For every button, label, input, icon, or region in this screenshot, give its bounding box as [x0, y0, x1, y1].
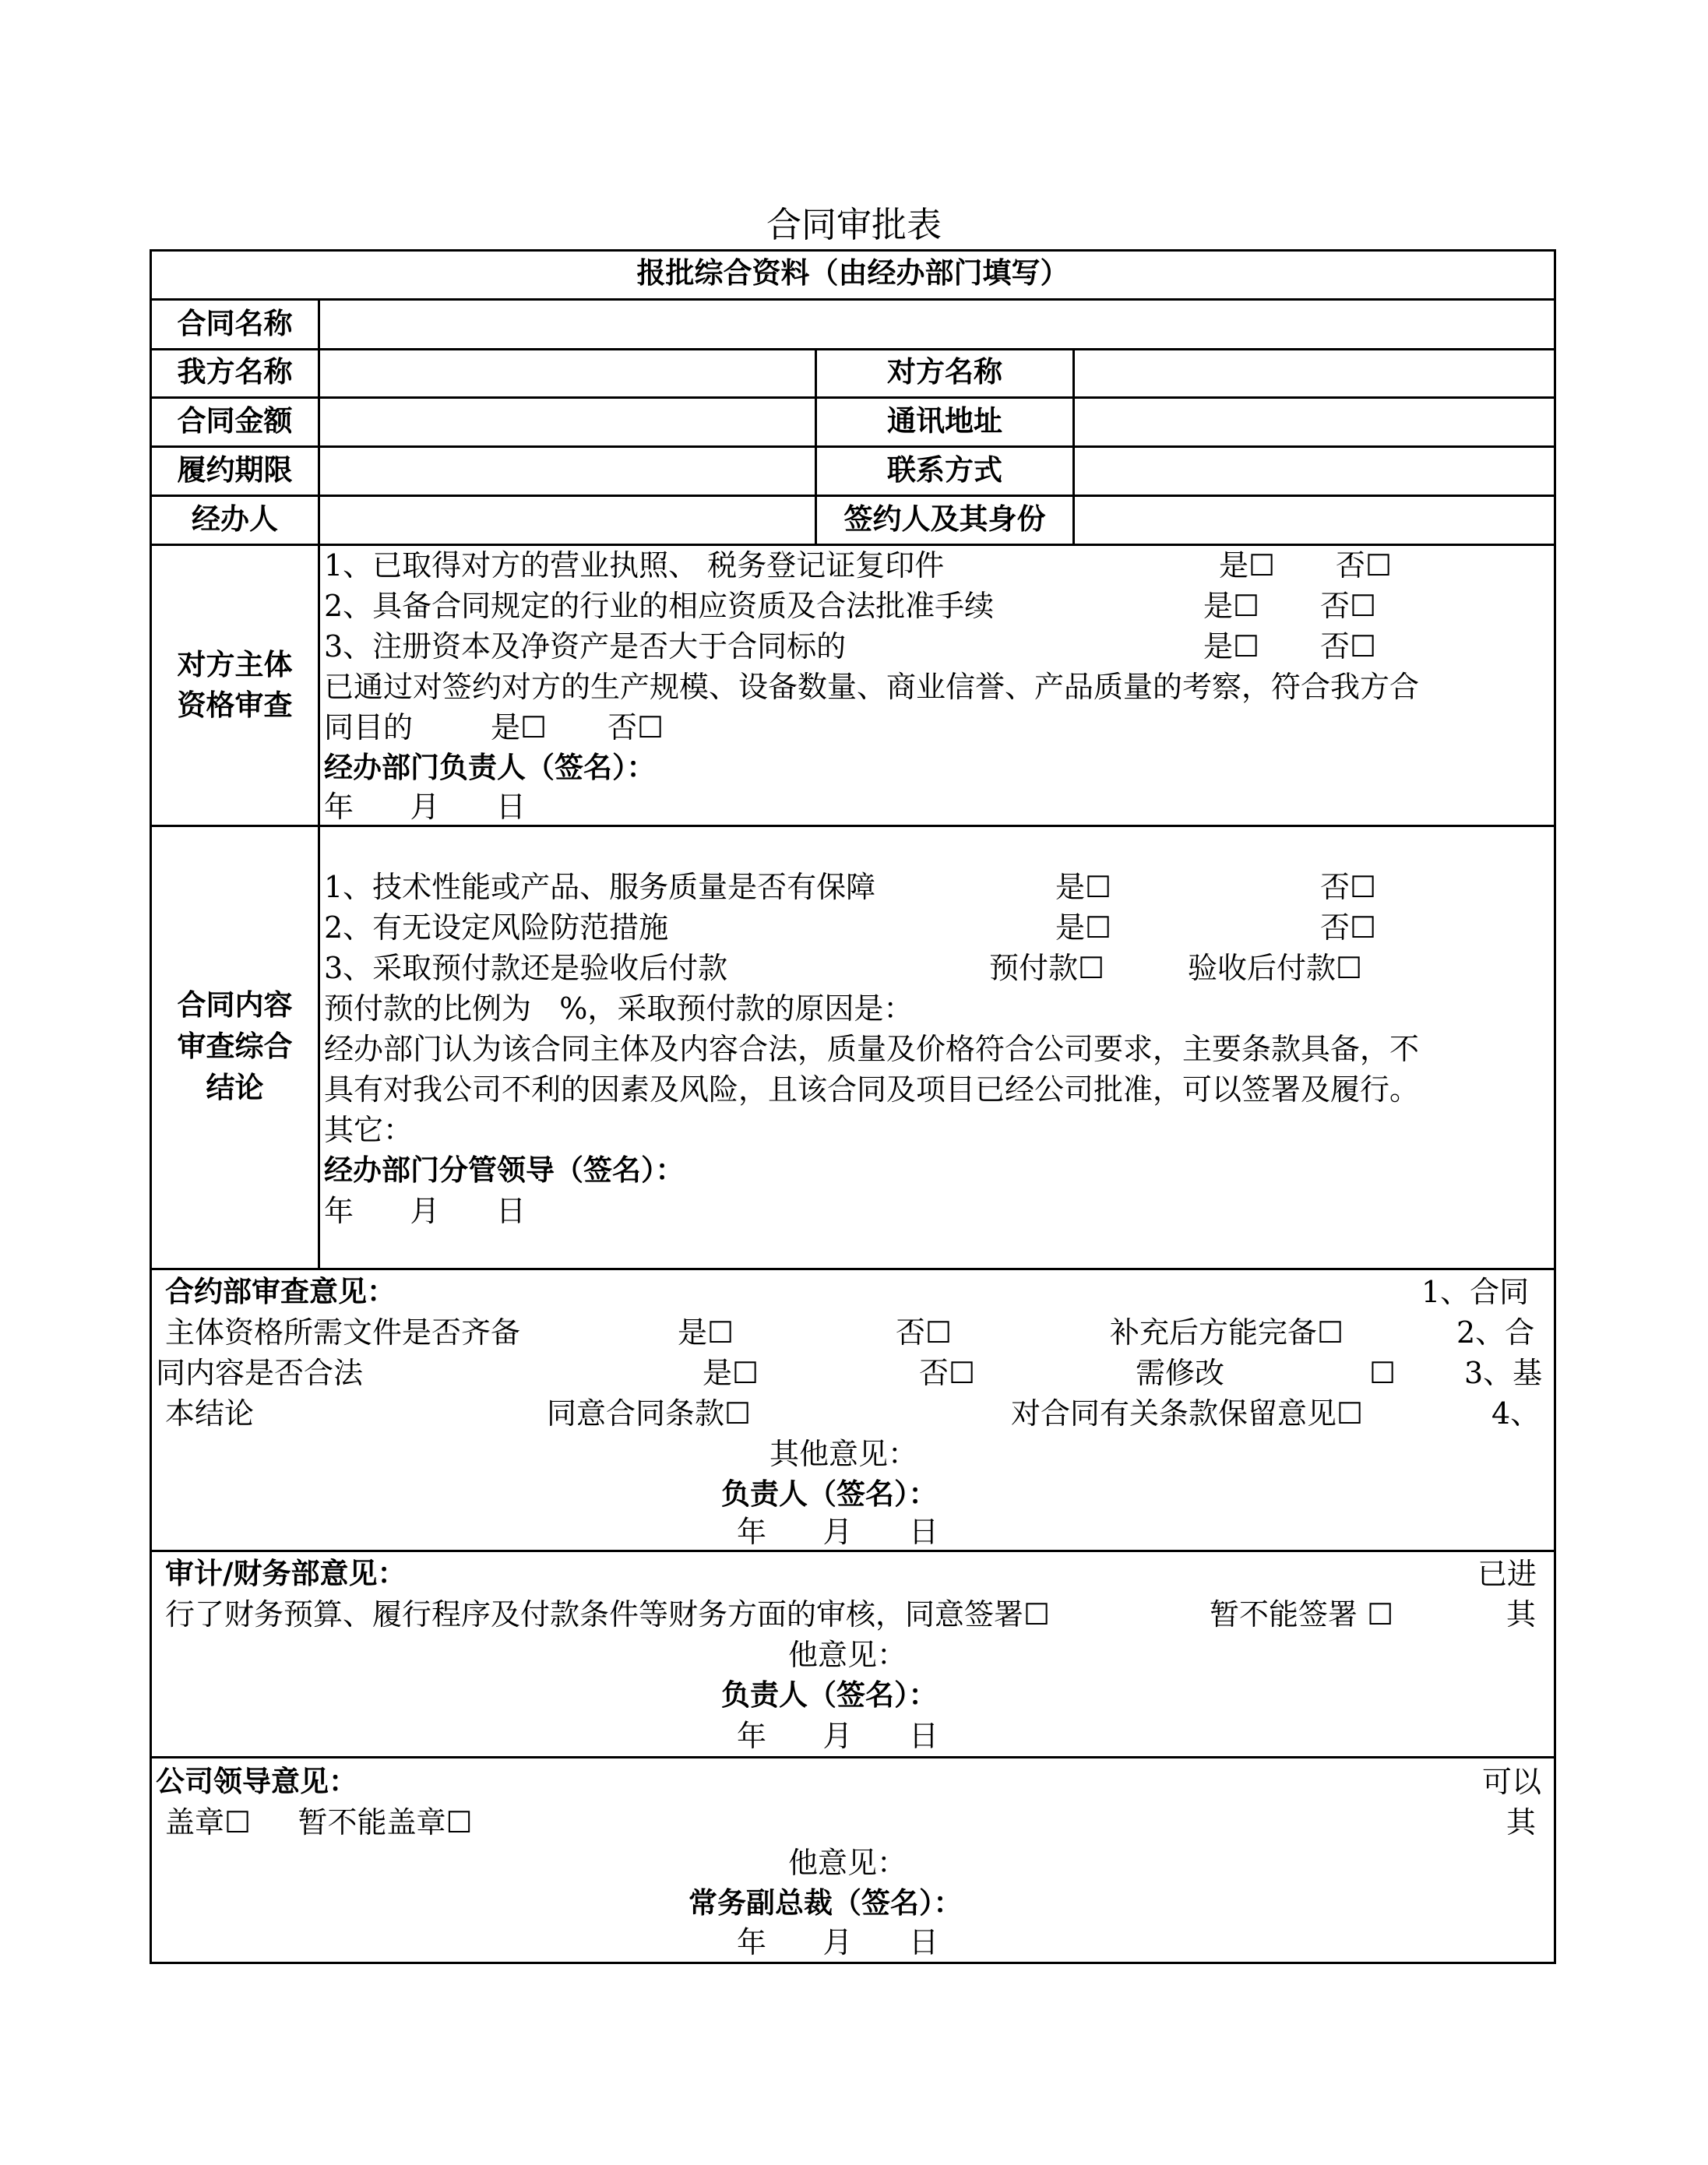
legal-tail-2: 2、合 [1456, 1315, 1535, 1350]
leadership-heading: 公司领导意见： [156, 1765, 357, 1798]
content-prepay-ratio: 预付款的比例为 %，采取预付款的原因是： [324, 991, 914, 1026]
legal-line4-text: 本结论 [165, 1396, 255, 1431]
subject-item-1: 1、已取得对方的营业执照、 税务登记证复印件 [324, 548, 945, 583]
contract-amount-field[interactable] [321, 401, 813, 442]
label-contact: 联系方式 [887, 453, 1002, 487]
content-item-3: 3、采取预付款还是验收后付款 [324, 951, 728, 985]
label-counterparty-name: 对方名称 [887, 355, 1002, 389]
subject-item-1-no[interactable]: 否☐ [1336, 548, 1393, 583]
subject-item-3: 3、注册资本及净资产是否大于合同标的 [324, 629, 847, 664]
legal-line3-no[interactable]: 否☐ [919, 1356, 976, 1390]
row-divider [150, 495, 1556, 497]
contract-name-field[interactable] [321, 304, 1554, 344]
legal-line3-yes[interactable]: 是☐ [703, 1356, 759, 1390]
leadership-line2[interactable]: 盖章☐ 暂不能盖章☐ [165, 1805, 473, 1839]
label-handler: 经办人 [192, 502, 278, 536]
row-divider [150, 298, 1556, 301]
content-other: 其它： [324, 1113, 414, 1147]
content-item-1-no[interactable]: 否☐ [1320, 870, 1377, 904]
finance-line2[interactable]: 行了财务预算、履行程序及付款条件等财务方面的审核，同意签署☐ [165, 1597, 1051, 1632]
label-contract-name: 合同名称 [177, 307, 293, 340]
finance-tail-2: 其 [1506, 1597, 1537, 1632]
content-conclusion-line1: 经办部门认为该合同主体及内容合法，质量及价格符合公司要求，主要条款具备，不 [324, 1032, 1420, 1066]
finance-line2-decline[interactable]: 暂不能签署 ☐ [1210, 1597, 1394, 1632]
subject-date: 年 月 日 [324, 790, 526, 824]
legal-line2-supplement[interactable]: 补充后方能完备☐ [1110, 1315, 1344, 1350]
content-item-2-no[interactable]: 否☐ [1320, 910, 1377, 945]
legal-other: 其他意见： [769, 1437, 918, 1471]
legal-line4-reserve[interactable]: 对合同有关条款保留意见☐ [1011, 1396, 1364, 1431]
subject-item-2: 2、具备合同规定的行业的相应资质及合法批准手续 [324, 589, 995, 623]
subject-statement-line2: 同目的 [324, 710, 414, 745]
our-name-field[interactable] [321, 352, 813, 393]
term-field[interactable] [321, 450, 813, 491]
col-divider [1072, 348, 1075, 546]
address-field[interactable] [1076, 401, 1554, 442]
contact-field[interactable] [1076, 450, 1554, 491]
finance-other: 他意见： [788, 1638, 907, 1672]
subject-statement-line1: 已通过对签约对方的生产规模、设备数量、商业信誉、产品质量的考察，符合我方合 [324, 670, 1420, 704]
subject-signer: 经办部门负责人（签名）： [324, 751, 656, 784]
content-item-1-yes[interactable]: 是☐ [1055, 870, 1112, 904]
content-item-1: 1、技术性能或产品、服务质量是否有保障 [324, 870, 876, 904]
legal-heading: 合约部审查意见： [165, 1275, 396, 1308]
row-divider [150, 348, 1556, 350]
finance-signer: 负责人（签名）： [721, 1678, 938, 1712]
label-subject-review-2: 资格审查 [177, 688, 293, 722]
signatory-field[interactable] [1076, 499, 1554, 540]
finance-tail-1: 已进 [1477, 1557, 1537, 1591]
label-our-name: 我方名称 [177, 355, 293, 389]
subject-item-2-no[interactable]: 否☐ [1320, 589, 1377, 623]
label-term: 履约期限 [177, 453, 293, 487]
leadership-other: 他意见： [788, 1846, 907, 1880]
label-signatory: 签约人及其身份 [843, 502, 1046, 536]
content-item-2-yes[interactable]: 是☐ [1055, 910, 1112, 945]
label-content-review-2: 审查综合 [177, 1030, 293, 1063]
form-title: 合同审批表 [766, 204, 942, 245]
leadership-date: 年 月 日 [737, 1925, 939, 1959]
content-item-3-prepay[interactable]: 预付款☐ [989, 951, 1105, 985]
label-content-review-3: 结论 [206, 1071, 264, 1104]
label-content-review-1: 合同内容 [177, 988, 293, 1022]
subject-item-3-no[interactable]: 否☐ [1320, 629, 1377, 664]
legal-date: 年 月 日 [737, 1515, 939, 1549]
label-contract-amount: 合同金额 [177, 404, 293, 438]
leadership-tail-2: 其 [1506, 1805, 1537, 1839]
finance-date: 年 月 日 [737, 1719, 939, 1753]
col-divider [318, 298, 320, 1270]
legal-line3-revise-box[interactable]: ☐ [1369, 1356, 1396, 1390]
content-signer: 经办部门分管领导（签名）： [324, 1153, 685, 1187]
section-header: 报批综合资料（由经办部门填写） [636, 256, 1069, 290]
content-item-2: 2、有无设定风险防范措施 [324, 910, 669, 945]
row-divider [150, 1268, 1556, 1270]
label-address: 通讯地址 [887, 404, 1002, 438]
leadership-signer: 常务副总裁（签名）： [688, 1886, 963, 1920]
legal-line3-revise: 需修改 [1136, 1356, 1225, 1390]
legal-tail-1: 1、合同 [1421, 1275, 1530, 1309]
counterparty-name-field[interactable] [1076, 352, 1554, 393]
row-divider [150, 1756, 1556, 1758]
legal-line2-text: 主体资格所需文件是否齐备 [165, 1315, 521, 1350]
legal-tail-4: 4、 [1491, 1396, 1541, 1431]
content-date: 年 月 日 [324, 1194, 526, 1228]
legal-signer: 负责人（签名）： [721, 1477, 938, 1511]
subject-statement-no[interactable]: 否☐ [607, 710, 664, 745]
leadership-tail-1: 可以 [1482, 1765, 1542, 1799]
subject-item-2-yes[interactable]: 是☐ [1203, 589, 1260, 623]
content-conclusion-line2: 具有对我公司不利的因素及风险，且该合同及项目已经公司批准，可以签署及履行。 [324, 1072, 1420, 1107]
label-subject-review-1: 对方主体 [177, 648, 293, 681]
row-divider [150, 396, 1556, 399]
finance-heading: 审计/财务部意见： [165, 1557, 407, 1590]
legal-tail-3: 3、基 [1464, 1356, 1543, 1390]
subject-item-3-yes[interactable]: 是☐ [1203, 629, 1260, 664]
row-divider [150, 445, 1556, 448]
legal-line3-text: 同内容是否合法 [156, 1356, 364, 1390]
content-item-3-postpay[interactable]: 验收后付款☐ [1188, 951, 1363, 985]
subject-item-1-yes[interactable]: 是☐ [1219, 548, 1276, 583]
legal-line2-no[interactable]: 否☐ [896, 1315, 953, 1350]
legal-line2-yes[interactable]: 是☐ [678, 1315, 734, 1350]
handler-field[interactable] [321, 499, 813, 540]
legal-line4-agree[interactable]: 同意合同条款☐ [547, 1396, 752, 1431]
subject-statement-yes[interactable]: 是☐ [491, 710, 548, 745]
